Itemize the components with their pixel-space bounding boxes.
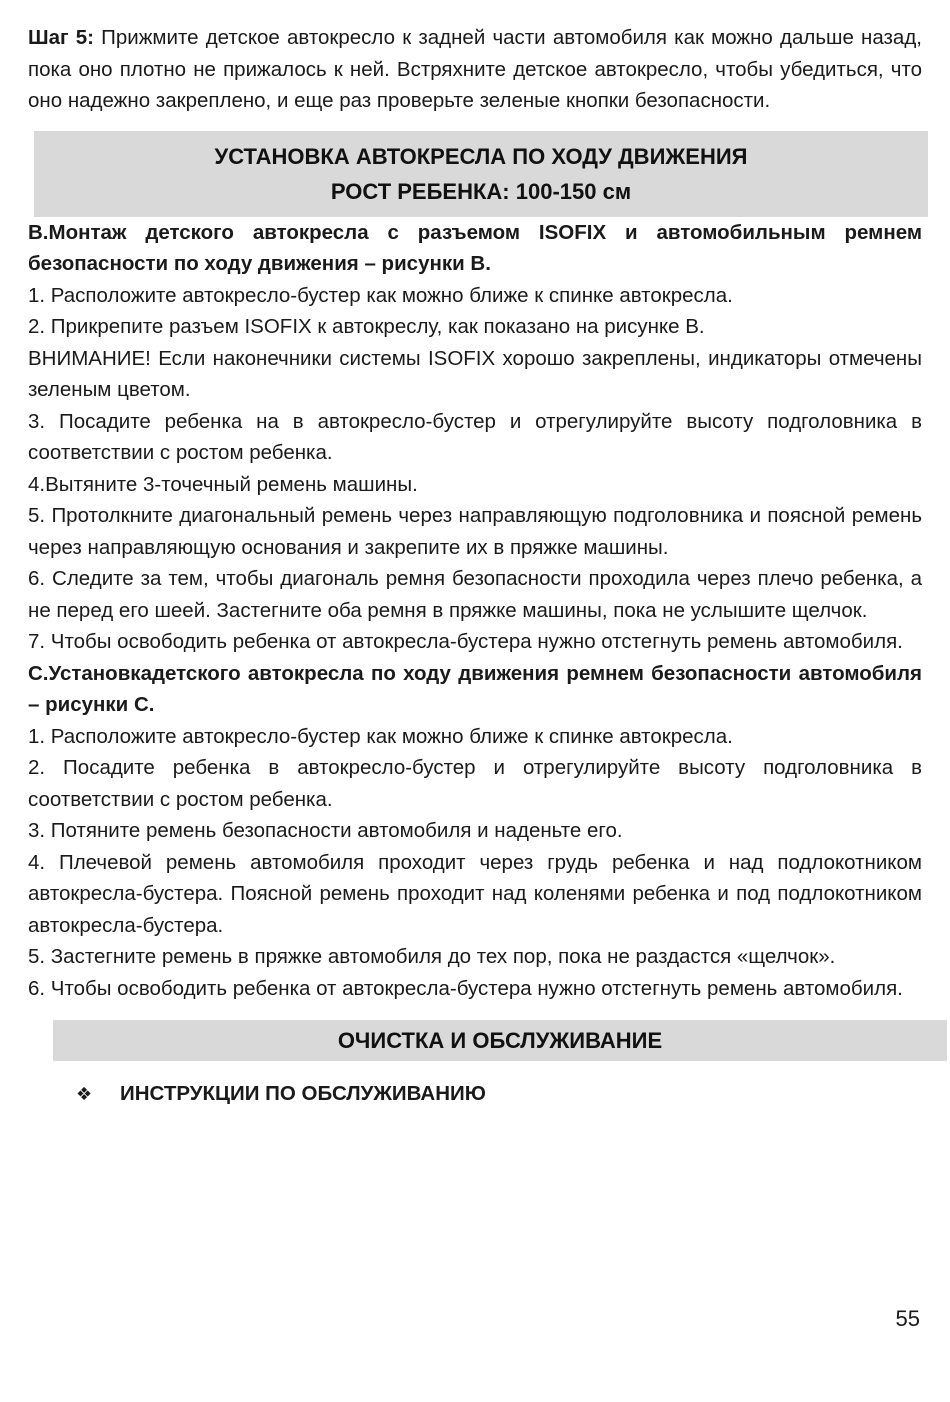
part-b-item-7: 7. Чтобы освободить ребенка от автокресла-бустера нужно отстегнуть ремень автомобиля. — [28, 630, 903, 653]
part-b-heading: B.Монтаж детского автокресла с разъемом ISOFIX и автомобильным ремнем безопасности по ходу движения – рисунки B. — [28, 220, 922, 275]
part-c-item-3: 3. Потяните ремень безопасности автомобиля и наденьте его. — [28, 819, 623, 842]
section-title-line2: РОСТ РЕБЕНКА: 100-150 см — [330, 178, 632, 204]
step5-text: Прижмите детское автокресло к задней части автомобиля как можно дальше назад, пока оно плотно не прижалось к ней. Встряхните детское автокресло, чтобы убедиться, что оно надежно закреплено, и еще раз проверьте зеленые кнопки безопасности. — [28, 26, 922, 112]
part-c-item-1: 1. Расположите автокресло-бустер как можно ближе к спинке автокресла. — [28, 724, 733, 748]
part-b-item-6: 6. Следите за тем, чтобы диагональ ремня безопасности проходила через плечо ребенка, а не перед его шеей. Застегните оба ремня в пряжке машины, пока не услышите щелчок. — [28, 567, 922, 622]
part-c-item-6: 6. Чтобы освободить ребенка от автокресла-бустера нужно отстегнуть ремень автомобиля. — [28, 976, 903, 1000]
section-banner-cleaning — [53, 1020, 947, 1061]
part-c-item-5: 5. Застегните ремень в пряжке автомобиля до тех пор, пока не раздастся «щелчок». — [28, 945, 836, 968]
part-c-item-2: 2. Посадите ребенка в автокресло-бустер и отрегулируйте высоту подголовника в соответствии с ростом ребенка. — [28, 756, 922, 811]
part-c-heading: C.Установкадетского автокресла по ходу движения ремнем безопасности автомобиля – рисунки C. — [28, 661, 922, 716]
part-b-item-4: 4.Вытяните 3-точечный ремень машины. — [28, 472, 418, 496]
part-b-item-1: 1. Расположите автокресло-бустер как можно ближе к спинке автокресла. — [28, 283, 733, 307]
step5-paragraph — [28, 22, 922, 117]
part-b-warning: ВНИМАНИЕ! Если наконечники системы ISOFIX хорошо закреплены, индикаторы отмечены зеленым цветом. — [28, 346, 922, 401]
maintenance-bullet-text: ИНСТРУКЦИИ ПО ОБСЛУЖИВАНИЮ — [120, 1082, 486, 1105]
part-b-item-3: 3. Посадите ребенка на в автокресло-бустер и отрегулируйте высоту подголовника в соответствии с ростом ребенка. — [28, 409, 922, 464]
section-title-line1: УСТАНОВКА АВТОКРЕСЛА ПО ХОДУ ДВИЖЕНИЯ — [214, 143, 748, 169]
document-page — [28, 22, 922, 1109]
cleaning-section-title: ОЧИСТКА И ОБСЛУЖИВАНИЕ — [337, 1028, 663, 1053]
part-b-block — [28, 217, 922, 658]
diamond-bullet-icon: ❖ — [76, 1084, 93, 1104]
part-b-item-5: 5. Протолкните диагональный ремень через направляющую подголовника и поясной ремень через направляющую основания и закрепите их в пряжке машины. — [28, 504, 922, 559]
step5-label: Шаг 5: — [28, 26, 94, 49]
maintenance-bullet-item — [76, 1079, 922, 1109]
part-b-item-2: 2. Прикрепите разъем ISOFIX к автокреслу, как показано на рисунке B. — [28, 315, 705, 338]
part-c-item-4: 4. Плечевой ремень автомобиля проходит через грудь ребенка и над подлокотником автокресла-бустера. Поясной ремень проходит над коленями ребенка и под подлокотником автокресла-бустера. — [28, 850, 922, 937]
section-banner-forward-install — [34, 131, 928, 217]
page-number: 55 — [895, 1306, 920, 1331]
part-c-block — [28, 658, 922, 1005]
